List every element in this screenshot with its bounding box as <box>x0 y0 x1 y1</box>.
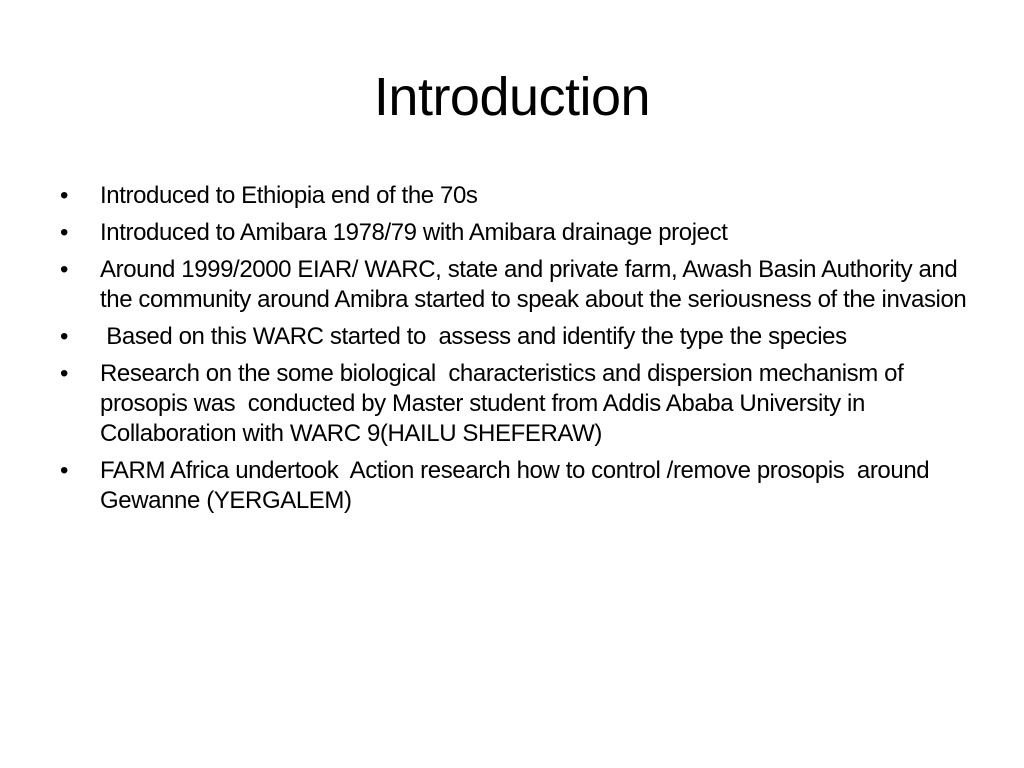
bullet-icon: • <box>60 360 69 387</box>
bullet-icon: • <box>60 182 69 209</box>
slide-title: Introduction <box>373 67 651 127</box>
bullet-text: Introduced to Ethiopia end of the 70s <box>100 182 478 209</box>
bullet-item <box>60 218 980 248</box>
bullet-item <box>60 181 980 211</box>
bullet-item <box>60 322 980 352</box>
bullet-icon: • <box>60 256 69 283</box>
bullet-item <box>60 255 980 315</box>
bullet-text: Research on the some biological characteristics and dispersion mechanism of prosopis was conducted by Master student from Addis Ababa University in Collaboration with WARC 9(HAILU SHEFERAW) <box>100 360 910 447</box>
bullet-item <box>60 359 980 449</box>
bullet-icon: • <box>60 323 69 350</box>
bullet-list <box>60 181 980 523</box>
bullet-icon: • <box>60 219 69 246</box>
bullet-item <box>60 456 980 516</box>
bullet-text: FARM Africa undertook Action research how to control /remove prosopis around Gewanne (YERGALEM) <box>100 457 936 514</box>
bullet-icon: • <box>60 457 69 484</box>
bullet-text: Based on this WARC started to assess and identify the type the species <box>100 323 847 350</box>
bullet-text: Around 1999/2000 EIAR/ WARC, state and private farm, Awash Basin Authority and the community around Amibra started to speak about the seriousness of the invasion <box>100 256 967 313</box>
bullet-text: Introduced to Amibara 1978/79 with Amibara drainage project <box>100 219 728 246</box>
